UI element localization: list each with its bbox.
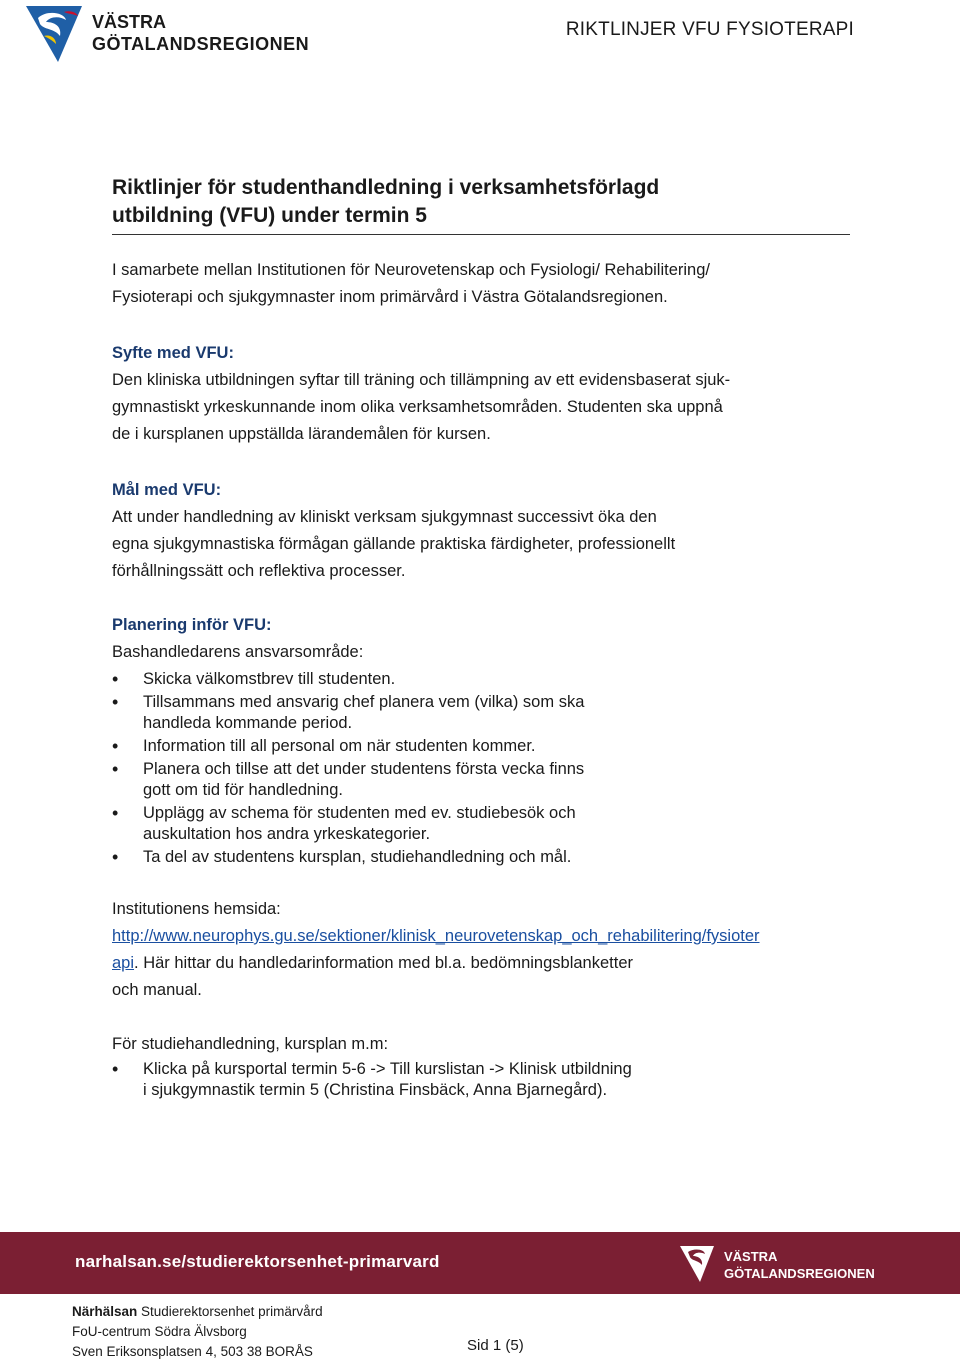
banner-logo: [680, 1242, 880, 1286]
footer-address: [72, 1302, 323, 1362]
list-item: [112, 692, 584, 734]
banner-logo-text-line1: VÄSTRA: [724, 1249, 778, 1264]
mal-section: [112, 477, 675, 585]
syfte-section: [112, 340, 730, 448]
list-item-text: • Ta del av studentens kursplan, studiehandledning och mål.: [143, 848, 572, 866]
document-title: [112, 174, 850, 235]
footer-banner: [0, 1232, 960, 1294]
logo-text-line1: VÄSTRA: [92, 12, 167, 32]
list-item-text: gott om tid för handledning.: [143, 781, 343, 799]
planering-subheading: Bashandledarens ansvarsområde:: [112, 643, 364, 661]
planering-bullet-list: [112, 669, 584, 870]
hemsida-description: . Här hittar du handledarinformation med bl.a. bedömningsblanketter: [134, 954, 633, 972]
list-item-text: • Information till all personal om när studenten kommer.: [143, 737, 536, 755]
banner-logo-text-line2: GÖTALANDSREGIONEN: [724, 1266, 875, 1281]
footer-line: Sven Eriksonsplatsen 4, 503 38 BORÅS: [72, 1344, 313, 1359]
document-title-line: utbildning (VFU) under termin 5: [112, 204, 427, 227]
hemsida-label: Institutionens hemsida:: [112, 900, 281, 918]
vastra-gotalandsregionen-logo: [24, 4, 324, 64]
list-item-text: i sjukgymnastik termin 5 (Christina Finsbäck, Anna Bjarnegård).: [143, 1081, 608, 1099]
institution-website-link-continued[interactable]: api: [112, 954, 135, 972]
intro-line: I samarbete mellan Institutionen för Neurovetenskap och Fysiologi/ Rehabilitering/: [112, 261, 710, 279]
intro-paragraph: [112, 257, 710, 311]
syfte-line: Den kliniska utbildningen syftar till träning och tillämpning av ett evidensbaserat sjuk-: [112, 371, 731, 389]
list-item: [112, 803, 584, 845]
list-item-text: • Upplägg av schema för studenten med ev. studiebesök och: [143, 804, 576, 822]
page-number: Sid 1 (5): [467, 1337, 524, 1354]
list-item-text: • Klicka på kursportal termin 5-6 -> Till kurslistan -> Klinisk utbildning: [143, 1060, 632, 1078]
studiehandledning-label: För studiehandledning, kursplan m.m:: [112, 1035, 389, 1053]
mal-heading: Mål med VFU:: [112, 481, 222, 499]
hemsida-last-line: och manual.: [112, 981, 202, 999]
list-item-text: • Tillsammans med ansvarig chef planera vem (vilka) som ska: [143, 693, 585, 711]
syfte-line: gymnastiskt yrkeskunnande inom olika verksamhetsområden. Studenten ska uppnå: [112, 398, 723, 416]
mal-line: förhållningssätt och reflektiva processer.: [112, 562, 406, 580]
hemsida-section: [112, 896, 760, 1004]
banner-url-text: narhalsan.se/studierektorsenhet-primarvard: [75, 1252, 440, 1271]
footer-org-name: Närhälsan: [72, 1304, 138, 1319]
planering-section: [112, 612, 363, 666]
list-item: [112, 847, 584, 868]
footer-org-unit: Studierektorsenhet primärvård: [137, 1304, 323, 1319]
document-title-line: Riktlinjer för studenthandledning i verksamhetsförlagd: [112, 176, 660, 199]
footer-line: FoU-centrum Södra Älvsborg: [72, 1324, 247, 1339]
region-emblem-icon: [26, 6, 82, 62]
mal-line: Att under handledning av kliniskt verksam sjukgymnast successivt öka den: [112, 508, 657, 526]
list-item-text: • Skicka välkomstbrev till studenten.: [143, 670, 396, 688]
region-emblem-icon: [680, 1246, 714, 1282]
planering-heading: Planering inför VFU:: [112, 616, 272, 634]
list-item: [112, 669, 584, 690]
syfte-heading: Syfte med VFU:: [112, 344, 234, 362]
list-item: [112, 736, 584, 757]
logo-text-line2: GÖTALANDSREGIONEN: [92, 34, 310, 54]
syfte-line: de i kursplanen uppställda lärandemålen för kursen.: [112, 425, 491, 443]
mal-line: egna sjukgymnastiska förmågan gällande praktiska färdigheter, professionellt: [112, 535, 676, 553]
list-item: [112, 1059, 632, 1101]
header-title: RIKTLINJER VFU FYSIOTERAPI: [565, 19, 854, 40]
list-item: [112, 759, 584, 801]
list-item-text: handleda kommande period.: [143, 714, 353, 732]
studiehandledning-section: [112, 1031, 388, 1058]
list-item-text: • Planera och tillse att det under studentens första vecka finns: [143, 760, 585, 778]
list-item-text: auskultation hos andra yrkeskategorier.: [143, 825, 431, 843]
institution-website-link[interactable]: http://www.neurophys.gu.se/sektioner/klinisk_neurovetenskap_och_rehabilitering/fysioter: [112, 927, 760, 945]
studiehandledning-bullet-list: [112, 1059, 632, 1103]
intro-line: Fysioterapi och sjukgymnaster inom primärvård i Västra Götalandsregionen.: [112, 288, 668, 306]
